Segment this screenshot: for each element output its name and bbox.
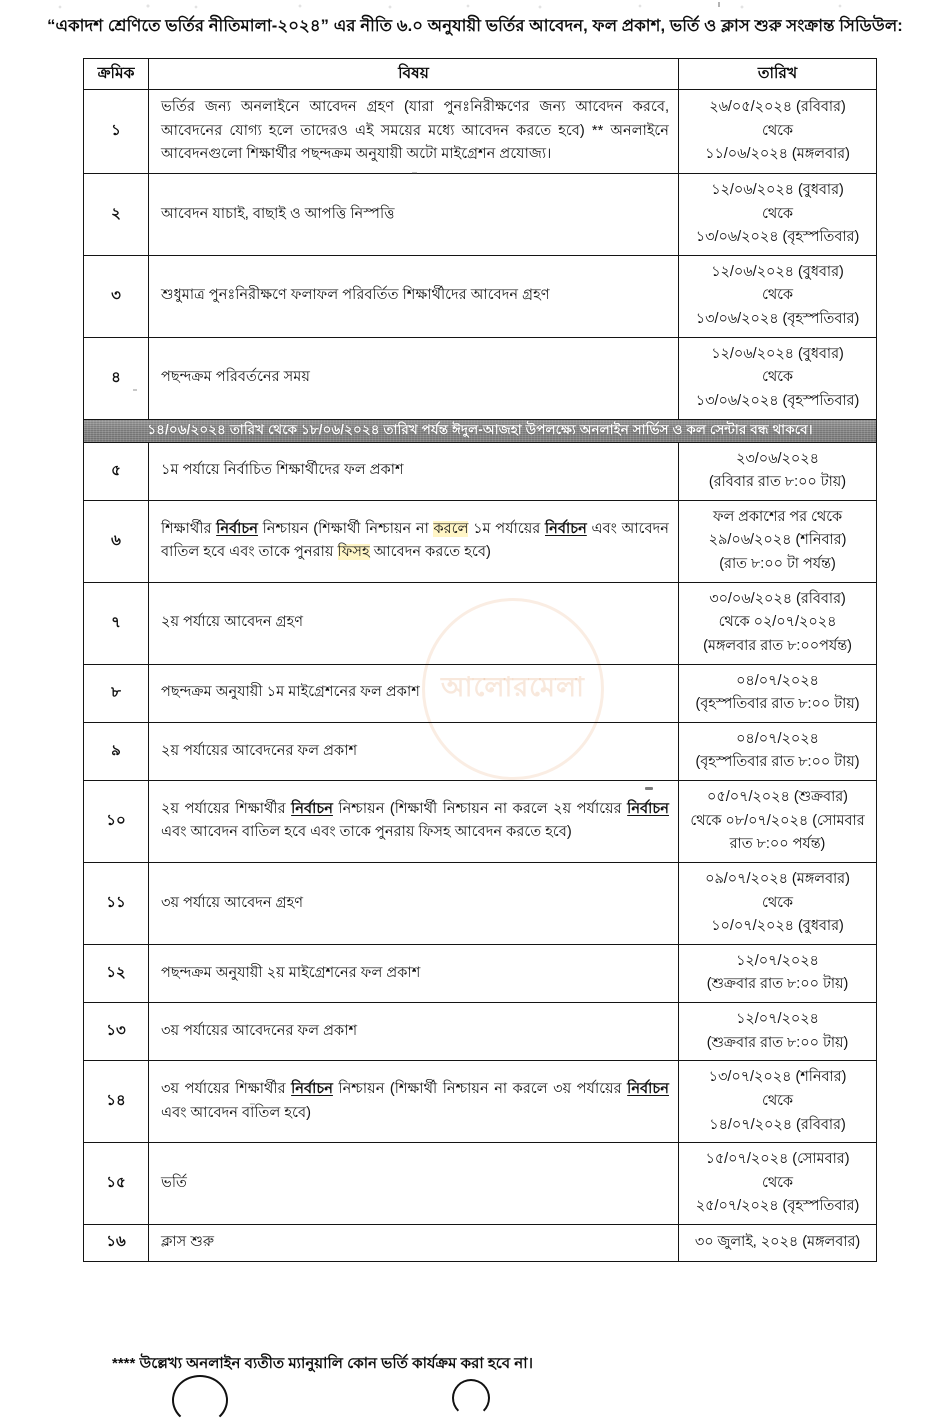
date-line: ১২/০৭/২০২৪ bbox=[736, 952, 819, 969]
cell-serial: ১৩ bbox=[84, 1003, 149, 1061]
date-line: ১৩/০৬/২০২৪ (বৃহস্পতিবার) bbox=[695, 392, 860, 409]
date-line: ০৯/০৭/২০২৪ (মঙ্গলবার) bbox=[705, 870, 850, 887]
cell-date bbox=[679, 1143, 877, 1225]
table-row bbox=[84, 255, 877, 337]
cell-subject bbox=[149, 1061, 679, 1143]
subject-text: ভর্তি bbox=[161, 1174, 187, 1191]
subject-text: ২য় পর্যায়ের আবেদনের ফল প্রকাশ bbox=[161, 742, 358, 759]
table-row bbox=[84, 442, 877, 500]
cell-subject bbox=[149, 255, 679, 337]
table-row bbox=[84, 1143, 877, 1225]
subject-text: ২য় পর্যায়ে আবেদন গ্রহণ bbox=[161, 614, 304, 631]
cell-serial: ৩ bbox=[84, 255, 149, 337]
date-line: ১২/০৬/২০২৪ (বুধবার) bbox=[711, 181, 844, 198]
cell-serial: ৭ bbox=[84, 582, 149, 664]
table-header-row bbox=[84, 59, 877, 90]
date-line: থেকে bbox=[761, 205, 793, 222]
cell-subject bbox=[149, 1143, 679, 1225]
date-line: ৩০/০৬/২০২৪ (রবিবার) bbox=[709, 590, 846, 607]
date-line: ফল প্রকাশের পর থেকে bbox=[712, 508, 843, 525]
cell-subject bbox=[149, 582, 679, 664]
subject-text: ১ম পর্যায়ে নির্বাচিত শিক্ষার্থীদের ফল প্রকাশ bbox=[161, 462, 404, 479]
column-header-serial: ক্রমিক bbox=[84, 59, 149, 90]
date-line: ১২/০৬/২০২৪ (বুধবার) bbox=[711, 263, 844, 280]
cell-serial: ১৫ bbox=[84, 1143, 149, 1225]
cell-date bbox=[679, 1061, 877, 1143]
date-line: থেকে bbox=[761, 1174, 793, 1191]
cell-date bbox=[679, 1225, 877, 1262]
table-row bbox=[84, 722, 877, 780]
date-line: ২৯/০৬/২০২৪ (শনিবার) bbox=[708, 532, 847, 549]
subject-text: আবেদন যাচাই, বাছাই ও আপত্তি নিস্পত্তি bbox=[161, 205, 395, 222]
table-row bbox=[84, 862, 877, 944]
cell-subject bbox=[149, 1225, 679, 1262]
date-line: ২৬/০৫/২০২৪ (রবিবার) bbox=[709, 99, 846, 116]
table-body bbox=[84, 90, 877, 1262]
date-line: রাত ৮:০০ পর্যন্ত) bbox=[729, 836, 826, 853]
cell-serial: ১২ bbox=[84, 944, 149, 1002]
cell-date bbox=[679, 664, 877, 722]
date-line: ০৪/০৭/২০২৪ bbox=[736, 672, 819, 689]
notice-banner-cell bbox=[84, 419, 877, 442]
cell-serial: ১ bbox=[84, 90, 149, 174]
cell-subject bbox=[149, 862, 679, 944]
scan-artifact-tick bbox=[718, 2, 720, 7]
date-line: ১২/০৭/২০২৪ bbox=[736, 1011, 819, 1028]
date-line: (রবিবার রাত ৮:০০ টায়) bbox=[708, 474, 847, 491]
notice-banner-text: ১৪/০৬/২০২৪ তারিখ থেকে ১৮/০৬/২০২৪ তারিখ পর্যন্ত ঈদুল-আজহা উপলক্ষ্যে অনলাইন সার্ভিস ও কল সেন্টার বন্ধ থাকবে। bbox=[84, 420, 876, 442]
table-row bbox=[84, 1003, 877, 1061]
emphasised-term: নির্বাচন bbox=[291, 800, 333, 817]
cell-serial: ৮ bbox=[84, 664, 149, 722]
table-header bbox=[84, 59, 877, 90]
date-line: ১৫/০৭/২০২৪ (সোমবার) bbox=[705, 1151, 850, 1168]
date-line: (বৃহস্পতিবার রাত ৮:০০ টায়) bbox=[695, 696, 860, 713]
cell-date bbox=[679, 442, 877, 500]
subject-text: নিশ্চায়ন (শিক্ষার্থী নিশ্চায়ন না bbox=[257, 520, 434, 537]
cell-subject bbox=[149, 722, 679, 780]
column-header-subject: বিষয় bbox=[149, 59, 679, 90]
date-line: থেকে ০৮/০৭/২০২৪ (সোমবার bbox=[690, 812, 865, 829]
date-line: ৩০ জুলাই, ২০২৪ (মঙ্গলবার) bbox=[694, 1234, 861, 1251]
highlighted-term: করলে bbox=[433, 520, 469, 537]
date-line: থেকে ০২/০৭/২০২৪ bbox=[718, 614, 837, 631]
cell-date bbox=[679, 722, 877, 780]
subject-text: ১ম পর্যায়ের bbox=[468, 520, 545, 537]
emphasised-term: নির্বাচন bbox=[544, 520, 587, 537]
cell-subject bbox=[149, 664, 679, 722]
date-line: থেকে bbox=[761, 369, 793, 386]
emphasised-term: নির্বাচন bbox=[627, 1081, 669, 1098]
cell-date bbox=[679, 1003, 877, 1061]
cell-date bbox=[679, 90, 877, 174]
subject-text: এবং আবেদন বাতিল হবে এবং তাকে পুনরায় bbox=[161, 520, 669, 561]
date-line: (রাত ৮:০০ টা পর্যন্ত) bbox=[719, 556, 836, 573]
cell-subject bbox=[149, 781, 679, 863]
date-line: (শুক্রবার রাত ৮:০০ টায়) bbox=[706, 1034, 849, 1051]
cell-serial: ১৪ bbox=[84, 1061, 149, 1143]
date-line: থেকে bbox=[761, 894, 793, 911]
date-line: ১২/০৬/২০২৪ (বুধবার) bbox=[711, 345, 844, 362]
subject-text: ৩য় পর্যায়ের আবেদনের ফল প্রকাশ bbox=[161, 1022, 358, 1039]
subject-text: ক্লাস শুরু bbox=[161, 1234, 215, 1251]
table-row bbox=[84, 944, 877, 1002]
date-line: ২৩/০৬/২০২৪ bbox=[736, 450, 819, 467]
cell-date bbox=[679, 173, 877, 255]
cell-subject bbox=[149, 1003, 679, 1061]
table-row bbox=[84, 500, 877, 582]
subject-text: শুধুমাত্র পুনঃনিরীক্ষণে ফলাফল পরিবর্তিত শিক্ষার্থীদের আবেদন গ্রহণ bbox=[161, 287, 550, 304]
date-line: (শুক্রবার রাত ৮:০০ টায়) bbox=[706, 976, 849, 993]
table-row bbox=[84, 90, 877, 174]
date-line: ০৪/০৭/২০২৪ bbox=[736, 730, 819, 747]
emphasised-term: নির্বাচন bbox=[216, 520, 258, 537]
date-line: ১৩/০৬/২০২৪ (বৃহস্পতিবার) bbox=[695, 311, 860, 328]
cell-serial: ১৬ bbox=[84, 1225, 149, 1262]
subject-text: পছন্দক্রম পরিবর্তনের সময় bbox=[161, 369, 310, 386]
subject-text: শিক্ষার্থীর bbox=[161, 520, 217, 537]
date-line: ২৫/০৭/২০২৪ (বৃহস্পতিবার) bbox=[695, 1198, 860, 1215]
date-line: ১০/০৭/২০২৪ (বুধবার) bbox=[711, 918, 844, 935]
highlighted-term: ফিসহ bbox=[337, 544, 370, 561]
watermark-text: আলোরমেলা bbox=[441, 671, 585, 702]
cell-subject bbox=[149, 337, 679, 419]
cell-serial: ১১ bbox=[84, 862, 149, 944]
date-line: থেকে bbox=[761, 122, 793, 139]
date-line: ১১/০৬/২০২৪ (মঙ্গলবার) bbox=[705, 146, 850, 163]
subject-text: ৩য় পর্যায়ের শিক্ষার্থীর bbox=[161, 1081, 292, 1098]
cell-date bbox=[679, 255, 877, 337]
subject-text: পছন্দক্রম অনুযায়ী ২য় মাইগ্রেশনের ফল প্রকাশ bbox=[161, 964, 421, 981]
date-line: থেকে bbox=[761, 1092, 793, 1109]
subject-text: আবেদন করতে হবে) bbox=[369, 544, 491, 561]
cell-serial: ৫ bbox=[84, 442, 149, 500]
cell-subject bbox=[149, 90, 679, 174]
cell-date bbox=[679, 337, 877, 419]
cell-serial: ৯ bbox=[84, 722, 149, 780]
notice-banner-row bbox=[84, 419, 877, 442]
date-line: ০৫/০৭/২০২৪ (শুক্রবার) bbox=[707, 789, 848, 806]
subject-text: ভর্তির জন্য অনলাইনে আবেদন গ্রহণ (যারা পুনঃনিরীক্ষণের জন্য আবেদন করবে, আবেদনের যোগ্য হলে তাদেরও এই সময়ের মধ্যে আবেদন করতে হবে) ** অনলাইনে আবেদনগুলো শিক্ষার্থীর পছন্দক্রম অনুযায়ী অটো মাইগ্রেশন প্রযোজ্য। bbox=[161, 99, 669, 163]
cell-subject bbox=[149, 173, 679, 255]
subject-text: এবং আবেদন বাতিল হবে) bbox=[161, 1104, 311, 1121]
cell-subject bbox=[149, 500, 679, 582]
table-row bbox=[84, 781, 877, 863]
table-row bbox=[84, 582, 877, 664]
cell-subject bbox=[149, 944, 679, 1002]
table-row bbox=[84, 173, 877, 255]
footer-note: **** উল্লেখ্য অনলাইন ব্যতীত ম্যানুয়ালি কোন ভর্তি কার্যক্রম করা হবে না। bbox=[112, 1355, 533, 1372]
page-title: “একাদশ শ্রেণিতে ভর্তির নীতিমালা-২০২৪” এর নীতি ৬.০ অনুযায়ী ভর্তির আবেদন, ফল প্রকাশ, ভর্তি ও ক্লাস শুরু সংক্রান্ত সিডিউল: bbox=[47, 17, 903, 35]
subject-text: ৩য় পর্যায়ে আবেদন গ্রহণ bbox=[161, 894, 304, 911]
cell-serial: ১০ bbox=[84, 781, 149, 863]
date-line: ১৪/০৭/২০২৪ (রবিবার) bbox=[709, 1116, 846, 1133]
signature-arc-left bbox=[172, 1375, 228, 1425]
scan-artifact-top-strip bbox=[0, 0, 950, 9]
subject-text: ২য় পর্যায়ের শিক্ষার্থীর bbox=[161, 800, 292, 817]
admission-schedule-table bbox=[83, 58, 877, 1262]
emphasised-term: নির্বাচন bbox=[627, 800, 669, 817]
table-row bbox=[84, 1225, 877, 1262]
cell-serial: ৬ bbox=[84, 500, 149, 582]
subject-text: পছন্দক্রম অনুযায়ী ১ম মাইগ্রেশনের ফল প্রকাশ bbox=[161, 684, 420, 701]
cell-date bbox=[679, 582, 877, 664]
emphasised-term: নির্বাচন bbox=[291, 1081, 333, 1098]
subject-text: নিশ্চায়ন (শিক্ষার্থী নিশ্চায়ন না করলে ৩য় পর্যায়ের bbox=[332, 1081, 628, 1098]
cell-serial: ২ bbox=[84, 173, 149, 255]
date-line: (মঙ্গলবার রাত ৮:০০পর্যন্ত) bbox=[703, 637, 852, 654]
subject-text: এবং আবেদন বাতিল হবে এবং তাকে পুনরায় ফিসহ আবেদন করতে হবে) bbox=[161, 824, 572, 841]
date-line: থেকে bbox=[761, 287, 793, 304]
date-line: ১৩/০৭/২০২৪ (শনিবার) bbox=[708, 1069, 847, 1086]
cell-subject bbox=[149, 442, 679, 500]
subject-text: নিশ্চায়ন (শিক্ষার্থী নিশ্চায়ন না করলে ২য় পর্যায়ের bbox=[332, 800, 628, 817]
cell-date bbox=[679, 781, 877, 863]
date-line: (বৃহস্পতিবার রাত ৮:০০ টায়) bbox=[695, 754, 860, 771]
cell-serial: ৪ bbox=[84, 337, 149, 419]
column-header-date: তারিখ bbox=[679, 59, 877, 90]
signature-arc-right bbox=[452, 1379, 490, 1417]
cell-date bbox=[679, 862, 877, 944]
cell-date bbox=[679, 500, 877, 582]
cell-date bbox=[679, 944, 877, 1002]
table-row bbox=[84, 337, 877, 419]
table-row bbox=[84, 664, 877, 722]
date-line: ১৩/০৬/২০২৪ (বৃহস্পতিবার) bbox=[695, 229, 860, 246]
table-row bbox=[84, 1061, 877, 1143]
